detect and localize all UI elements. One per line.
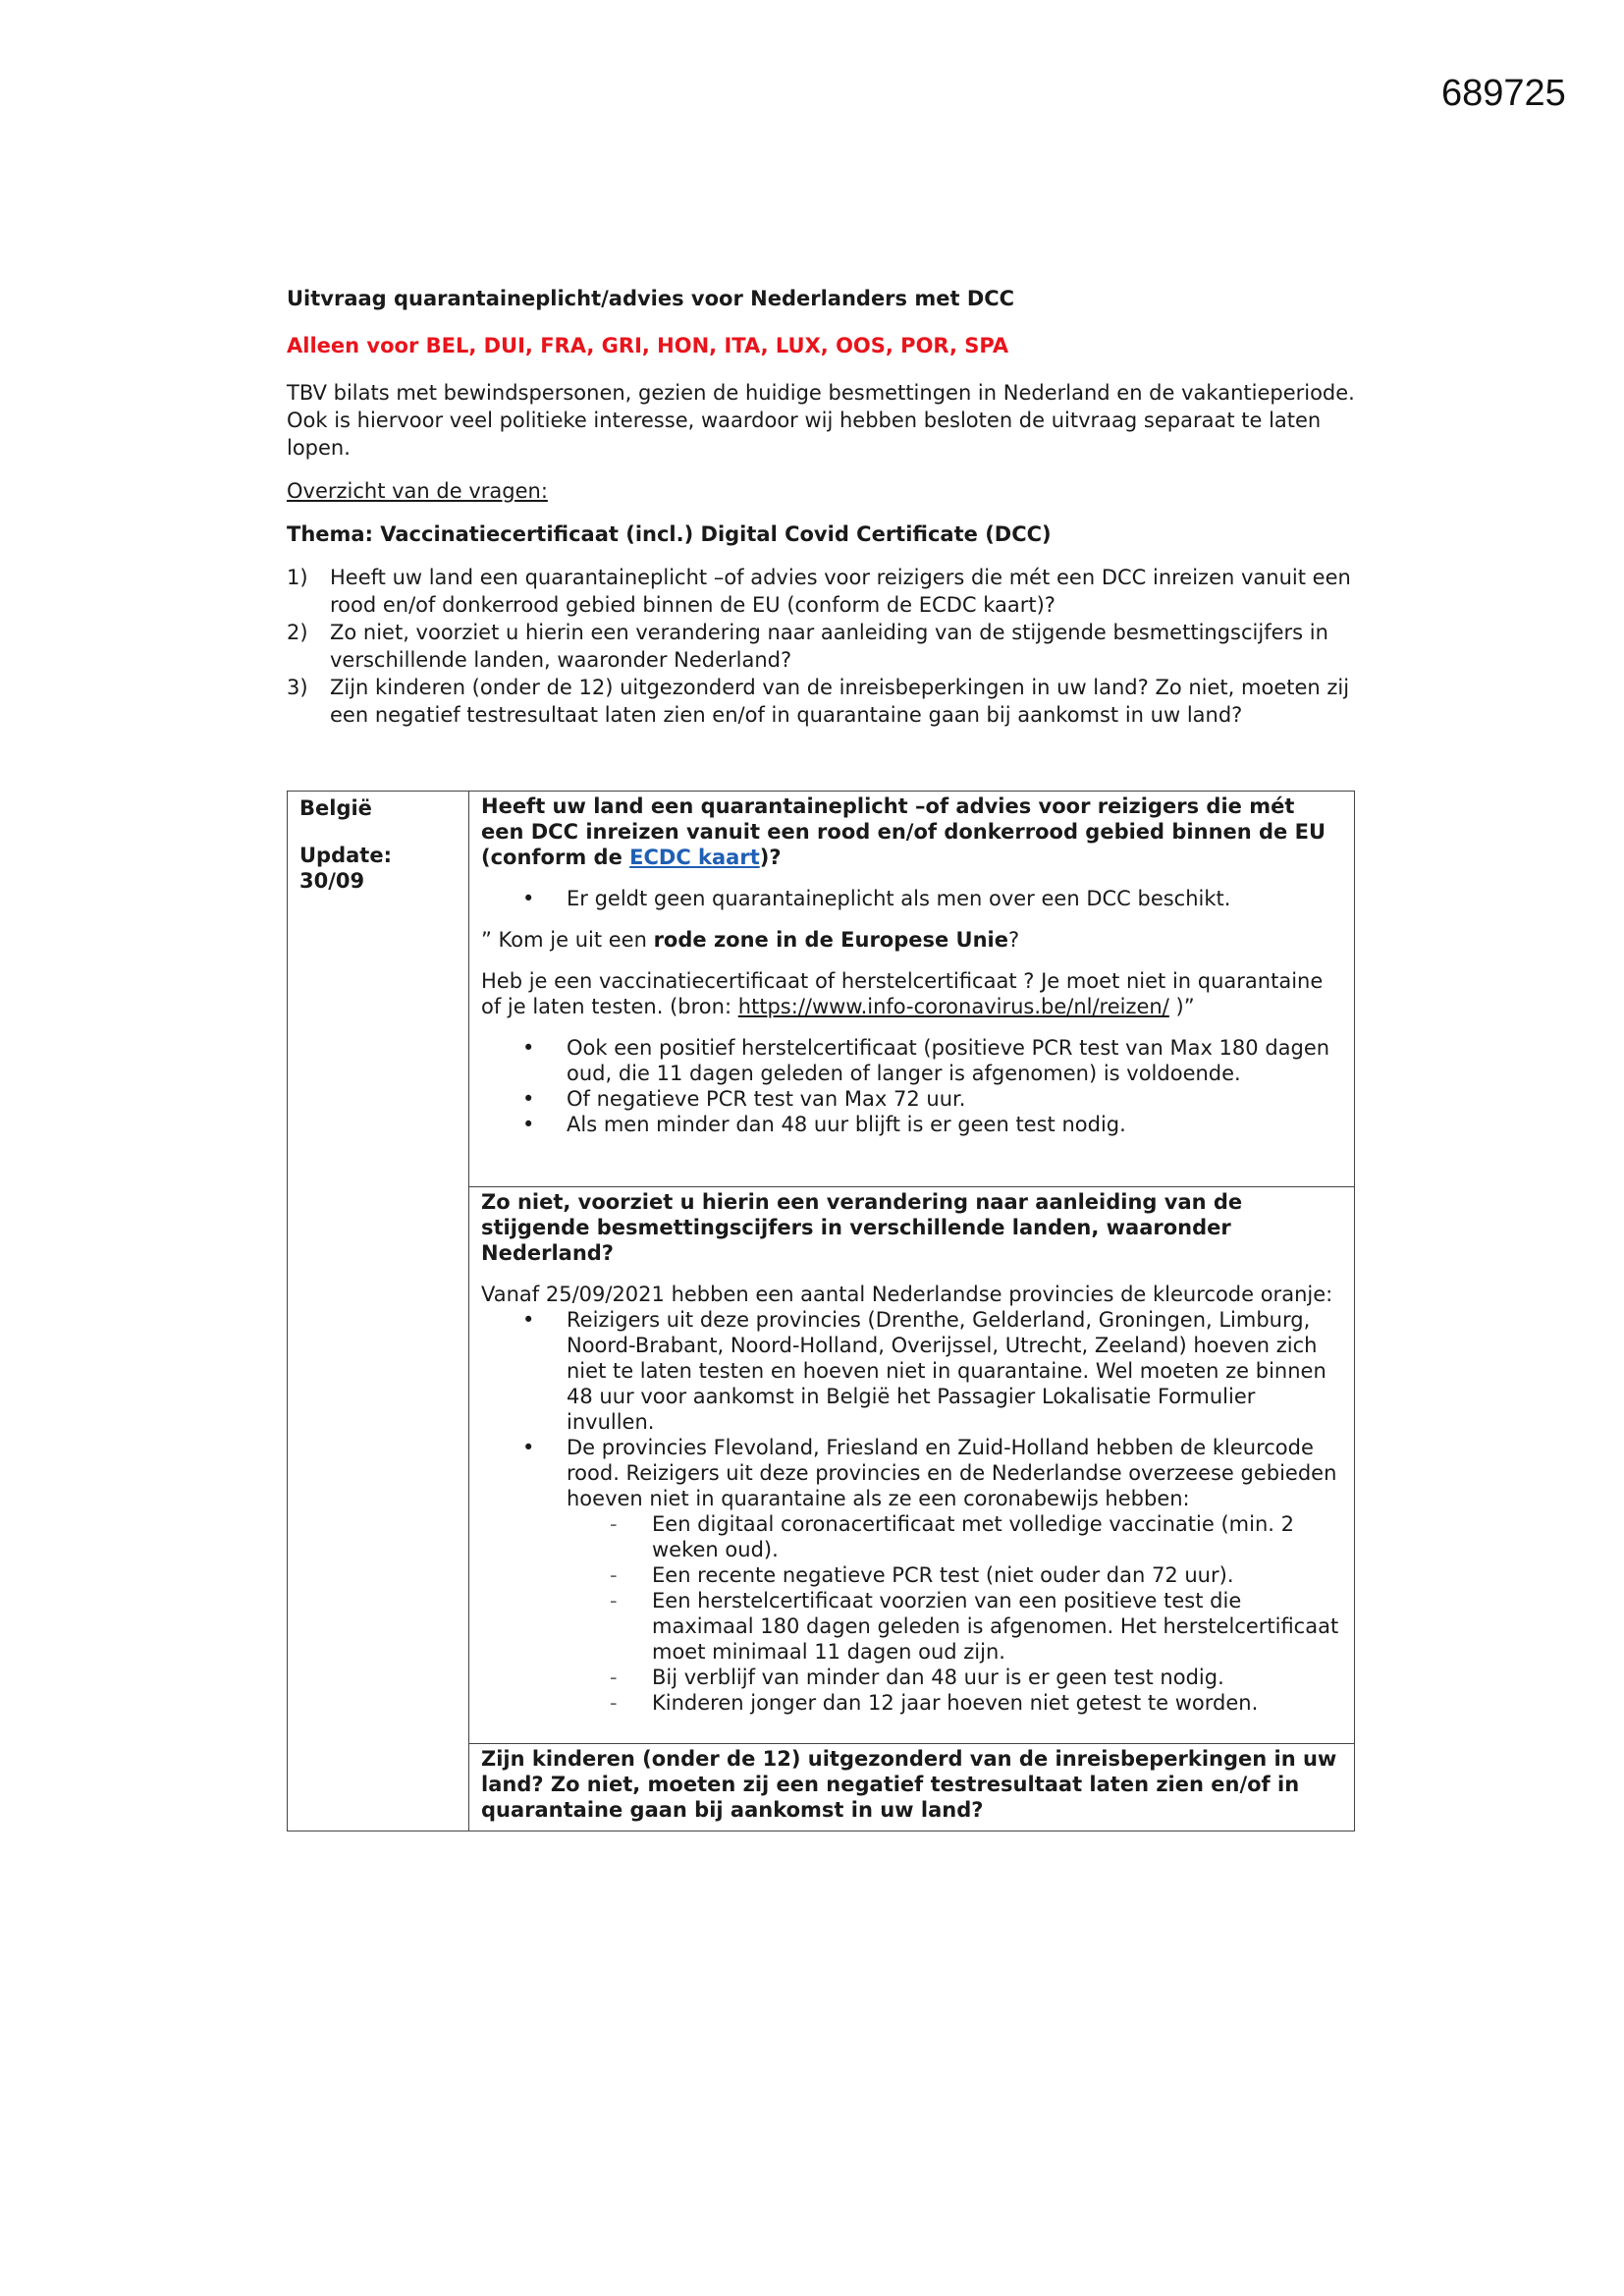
quote-text: ” Kom je uit een	[481, 928, 654, 952]
paragraph-text: Heb je een vaccinatiecertificaat of herstelcertificaat ? Je moet niet in quarantaine of je laten testen. (bron:	[481, 969, 1324, 1018]
question-number: 2)	[287, 621, 308, 644]
source-link[interactable]: https://www.info-coronavirus.be/nl/reizen/	[737, 995, 1169, 1018]
question-3-heading: Zijn kinderen (onder de 12) uitgezonderd van de inreisbeperkingen in uw land? Zo niet, moeten zij een negatief testresultaat laten zien en/of in quarantaine gaan bij aankomst in uw land?	[481, 1747, 1337, 1822]
question-list	[287, 564, 1357, 729]
question-number: 3)	[287, 676, 308, 699]
question-text: Zo niet, voorziet u hierin een verandering naar aanleiding van de stijgende besmettingscijfers in verschillende landen, waaronder Nederland?	[330, 621, 1328, 672]
dash-item: - Een digitaal coronacertificaat met volledige vaccinatie (min. 2 weken oud).	[652, 1511, 1342, 1562]
dash-item: - Een herstelcertificaat voorzien van een positieve test die maximaal 180 dagen geleden is afgenomen. Het herstelcertificaat moet minimaal 11 dagen oud zijn.	[652, 1588, 1342, 1665]
country-answers-table	[287, 791, 1355, 1831]
overview-heading: Overzicht van de vragen:	[287, 479, 548, 503]
theme-heading: Thema: Vaccinatiecertificaat (incl.) Digital Covid Certificate (DCC)	[287, 522, 1052, 546]
list-item: • Reizigers uit deze provincies (Drenthe, Gelderland, Groningen, Limburg, Noord-Brabant, Noord-Holland, Overijssel, Utrecht, Zeeland) hoeven zich niet te laten testen en hoeven niet in quarantaine. Wel moeten ze binnen 48 uur voor aankomst in België het Passagier Lokalisatie Formulier invullen.	[522, 1307, 1342, 1435]
question-2-heading: Zo niet, voorziet u hierin een verandering naar aanleiding van de stijgende besmettingscijfers in verschillende landen, waaronder Nederland?	[481, 1190, 1243, 1265]
ecdc-map-link[interactable]: ECDC kaart	[629, 846, 760, 869]
document-body	[287, 285, 1357, 746]
update-label: Update:	[299, 844, 392, 867]
update-date: 30/09	[299, 869, 365, 893]
quote-bold-text: rode zone in de Europese Unie	[653, 928, 1008, 952]
quote-line	[481, 927, 1342, 953]
question-text: Zijn kinderen (onder de 12) uitgezonderd van de inreisbeperkingen in uw land? Zo niet, moeten zij een negatief testresultaat laten zien en/of in quarantaine gaan bij aankomst in uw land?	[330, 676, 1350, 727]
answer-cell-q1	[469, 792, 1355, 1187]
table-row	[288, 792, 1355, 1187]
list-item: • Of negatieve PCR test van Max 72 uur.	[522, 1086, 1342, 1112]
list-item	[522, 1435, 1342, 1716]
question-item	[287, 619, 1357, 674]
intro-paragraph: TBV bilats met bewindspersonen, gezien de huidige besmettingen in Nederland en de vakantieperiode. Ook is hiervoor veel politieke interesse, waardoor wij hebben besloten de uitvraag separaat te laten lopen.	[287, 381, 1355, 460]
quote-end: ?	[1008, 928, 1020, 952]
q2-intro: Vanaf 25/09/2021 hebben een aantal Nederlandse provincies de kleurcode oranje:	[481, 1283, 1333, 1306]
bullet-list	[481, 1307, 1342, 1716]
dash-item: - Kinderen jonger dan 12 jaar hoeven niet getest te worden.	[652, 1690, 1342, 1716]
dash-item: - Bij verblijf van minder dan 48 uur is er geen test nodig.	[652, 1665, 1342, 1690]
dash-list	[567, 1511, 1342, 1716]
question-item	[287, 564, 1357, 619]
dash-item: - Een recente negatieve PCR test (niet ouder dan 72 uur).	[652, 1562, 1342, 1588]
bullet-list	[481, 886, 1342, 911]
quote-paragraph	[481, 968, 1342, 1019]
list-item: • Er geldt geen quarantaineplicht als men over een DCC beschikt.	[522, 886, 1342, 911]
list-item-text: De provincies Flevoland, Friesland en Zuid-Holland hebben de kleurcode rood. Reizigers uit deze provincies en de Nederlandse overzeese gebieden hoeven niet in quarantaine als ze een coronabewijs hebben:	[567, 1436, 1337, 1510]
question-text: Heeft uw land een quarantaineplicht –of advies voor reizigers die mét een DCC inreizen vanuit een rood en/of donkerrood gebied binnen de EU (conform de ECDC kaart)?	[330, 566, 1351, 617]
document-subtitle: Alleen voor BEL, DUI, FRA, GRI, HON, ITA, LUX, OOS, POR, SPA	[287, 334, 1009, 357]
question-1-heading-end: )?	[759, 846, 782, 869]
bullet-list	[481, 1035, 1342, 1137]
list-item: • Ook een positief herstelcertificaat (positieve PCR test van Max 180 dagen oud, die 11 dagen geleden of langer is afgenomen) is voldoende.	[522, 1035, 1342, 1086]
country-name: België	[299, 796, 372, 820]
list-item: • Als men minder dan 48 uur blijft is er geen test nodig.	[522, 1112, 1342, 1137]
answer-cell-q2	[469, 1187, 1355, 1744]
question-number: 1)	[287, 566, 308, 589]
question-item	[287, 674, 1357, 729]
document-number: 689725	[1441, 73, 1566, 114]
question-1-heading	[481, 793, 1342, 870]
country-cell	[288, 792, 469, 1831]
question-1-heading-text: Heeft uw land een quarantaineplicht –of advies voor reizigers die mét een DCC inreizen vanuit een rood en/of donkerrood gebied binnen de EU (conform de	[481, 794, 1326, 869]
answer-cell-q3	[469, 1744, 1355, 1831]
document-title: Uitvraag quarantaineplicht/advies voor Nederlanders met DCC	[287, 287, 1015, 310]
paragraph-end: )”	[1168, 995, 1195, 1018]
